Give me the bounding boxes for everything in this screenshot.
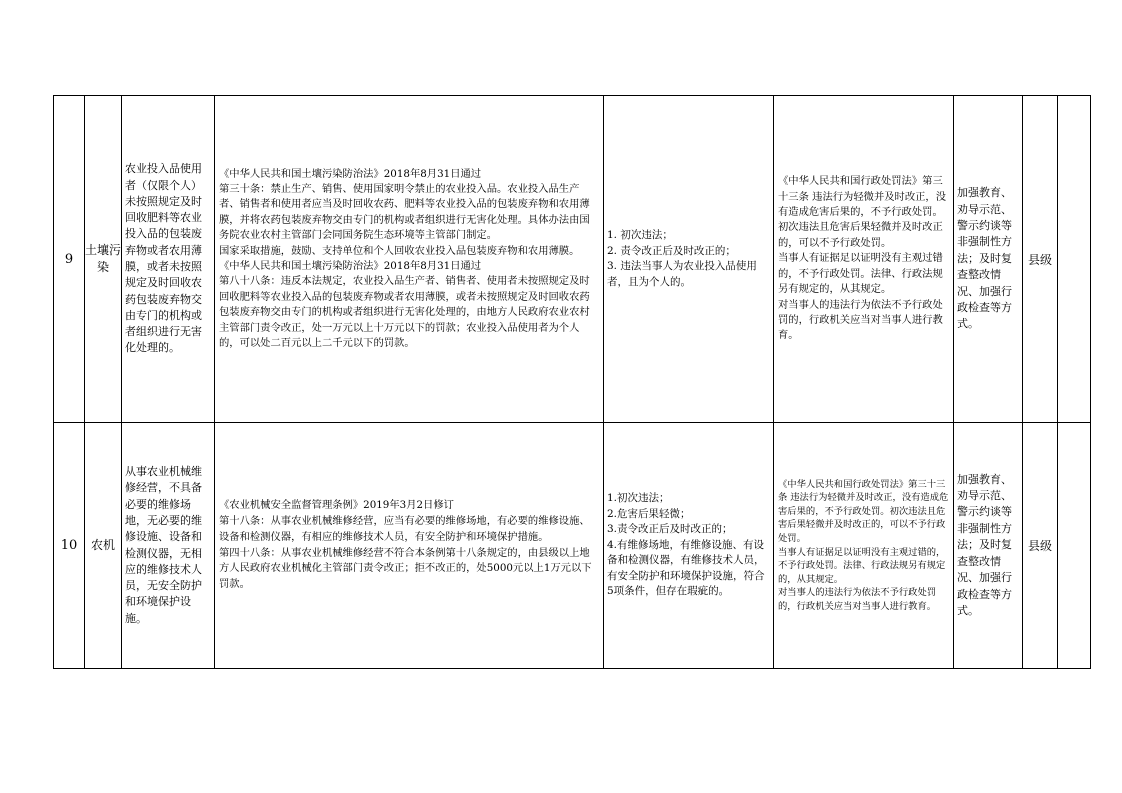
legal-basis-cell — [215, 96, 604, 423]
measures-cell — [954, 96, 1023, 423]
empty-cell — [1058, 423, 1091, 669]
violation-act-cell — [122, 96, 215, 423]
category-text: 土壤污染 — [85, 243, 122, 274]
exemption-conditions-text: 1. 初次违法； 2. 责令改正后及时改正的； 3. 违法当事人为农业投入品使用者，且为个人的。 — [607, 229, 757, 288]
category-cell — [85, 423, 122, 669]
exemption-basis-cell — [774, 96, 954, 423]
exemption-conditions-cell — [604, 423, 774, 669]
measures-cell — [954, 423, 1023, 669]
enforcement-level: 县级 — [1023, 96, 1058, 423]
exemption-conditions-cell — [604, 96, 774, 423]
violation-act-text: 从事农业机械维修经营，不具备必要的维修场地，无必要的维修设施、设备和检测仪器，无相应的维修技术人员，无安全防护和环境保护设施。 — [125, 465, 202, 625]
legal-basis-text: 《中华人民共和国土壤污染防治法》2018年8月31日通过 第三十条：禁止生产、销售、使用国家明令禁止的农业投入品。农业投入品生产者、销售者和使用者应当及时回收农药、肥料等农业投入品的包装废弃物和农用薄膜，并将农药包装废弃物交由专门的机构或者组织进行无害化处理。具体办法由国务院农业农村主管部门会同国务院生态环境等主管部门制定。 国家采取措施，鼓励、支持单位和个人回收农业投入品包装废弃物和农用薄膜。 《中华人民共和国土壤污染防治法》2018年8月31日通过 第八十八条：违反本法规定，农业投入品生产者、销售者、使用者未按照规定及时回收肥料等农业投入品的包装废弃物或者农用薄膜，或者未按照规定及时回收农药包装废弃物交由专门的机构或者组织进行无害化处理的，由地方人民政府农业农村主管部门责令改正，处一万元以上十万元以下的罚款；农业投入品使用者为个人的，可以处二百元以上二千元以下的罚款。 — [219, 167, 590, 350]
exemption-conditions-text: 1.初次违法； 2.危害后果轻微； 3.责令改正后及时改正的； 4.有维修场地，有维修设施、有设备和检测仪器，有维修技术人员，有安全防护和环境保护设施，符合5项条件，但存在瑕疵的。 — [607, 492, 765, 598]
violation-act-text: 农业投入品使用者（仅限个人）未按照规定及时回收肥料等农业投入品的包装废弃物或者农用薄膜，或者未按照规定及时回收农药包装废弃物交由专门的机构或者组织进行无害化处理的。 — [125, 162, 202, 355]
legal-basis-text: 《农业机械安全监督管理条例》2019年3月2日修订 第十八条：从事农业机械维修经营，应当有必要的维修场地，有必要的维修设施、设备和检测仪器，有相应的维修技术人员，有安全防护和环境保护措施。 第四十八条：从事农业机械维修经营不符合本条例第十八条规定的，由县级以上地方人民政府农业机械化主管部门责令改正；拒不改正的，处5000元以上1万元以下罚款。 — [219, 499, 592, 591]
measures-text: 加强教育、劝导示范、警示约谈等非强制性方法；及时复查整改情况、加强行政检查等方式。 — [957, 472, 1012, 617]
category-cell — [85, 96, 122, 423]
penalty-exemption-table — [53, 95, 1091, 669]
empty-cell — [1058, 96, 1091, 423]
row-number: 10 — [54, 423, 85, 669]
table-row — [54, 423, 1091, 669]
row-number: 9 — [54, 96, 85, 423]
measures-text: 加强教育、劝导示范、警示约谈等非强制性方法；及时复查整改情况、加强行政检查等方式。 — [957, 186, 1012, 331]
exemption-basis-cell — [774, 423, 954, 669]
exemption-basis-text: 《中华人民共和国行政处罚法》第三十三条 违法行为轻微并及时改正，没有造成危害后果的，不予行政处罚。初次违法且危害后果轻微并及时改正的，可以不予行政处罚。 当事人有证据足以证明没有主观过错的，不予行政处罚。法律、行政法规另有规定的，从其规定。 对当事人的违法行为依法不予行政处罚的，行政机关应当对当事人进行教育。 — [778, 175, 947, 342]
category-text: 农机 — [90, 538, 115, 552]
table-row — [54, 96, 1091, 423]
exemption-basis-text: 《中华人民共和国行政处罚法》第三十三条 违法行为轻微并及时改正，没有造成危害后果的，不予行政处罚。初次违法且危害后果轻微并及时改正的，可以不予行政处罚。 当事人有证据足以证明没有主观过错的，不予行政处罚。法律、行政法规另有规定的，从其规定。 对当事人的违法行为依法不予行政处罚的，行政机关应当对当事人进行教育。 — [778, 478, 949, 612]
enforcement-level: 县级 — [1023, 423, 1058, 669]
violation-act-cell — [122, 423, 215, 669]
legal-basis-cell — [215, 423, 604, 669]
